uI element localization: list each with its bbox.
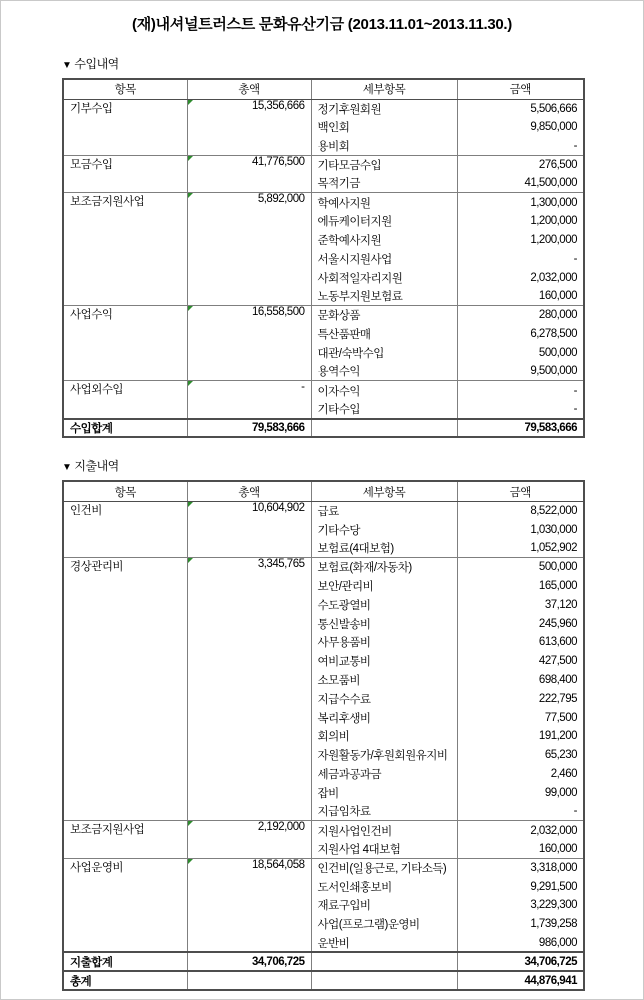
header-amount: 금액	[457, 481, 584, 501]
amount-cell: 500,000	[457, 343, 584, 362]
amount-cell: -	[457, 249, 584, 268]
amount-cell: 3,229,300	[457, 896, 584, 915]
detail-cell: 특산품판매	[311, 325, 457, 344]
summary-total-cell: 34,706,725	[187, 952, 311, 971]
header-detail: 세부항목	[311, 481, 457, 501]
detail-cell: 지원사업 4대보험	[311, 840, 457, 859]
detail-cell: 준학예사지원	[311, 231, 457, 250]
total-cell: 10,604,902	[187, 501, 311, 557]
table-row	[63, 821, 584, 840]
detail-cell: 학예사지원	[311, 193, 457, 212]
total-cell: 3,345,765	[187, 558, 311, 821]
triangle-down-icon: ▼	[62, 60, 72, 71]
green-corner-marker-icon	[188, 558, 193, 563]
header-detail: 세부항목	[311, 79, 457, 99]
summary-row	[63, 971, 584, 990]
detail-cell: 용비회	[311, 137, 457, 156]
detail-cell: 급료	[311, 501, 457, 520]
income-header-row	[63, 79, 584, 99]
expense-table	[62, 480, 585, 991]
amount-cell: 9,291,500	[457, 877, 584, 896]
detail-cell: 노동부지원보험료	[311, 287, 457, 306]
amount-cell: 165,000	[457, 577, 584, 596]
detail-cell: 지급임차료	[311, 802, 457, 821]
amount-cell: 1,200,000	[457, 231, 584, 250]
detail-cell: 도서인쇄홍보비	[311, 877, 457, 896]
amount-cell: 160,000	[457, 287, 584, 306]
summary-detail-cell	[311, 952, 457, 971]
table-row	[63, 858, 584, 877]
detail-cell: 여비교통비	[311, 652, 457, 671]
detail-cell: 서울시지원사업	[311, 249, 457, 268]
detail-cell: 백인회	[311, 118, 457, 137]
amount-cell: 1,200,000	[457, 212, 584, 231]
total-cell: 41,776,500	[187, 155, 311, 193]
amount-cell: -	[457, 137, 584, 156]
expense-table-body	[63, 501, 584, 990]
summary-detail-cell	[311, 419, 457, 438]
detail-cell: 대관/숙박수입	[311, 343, 457, 362]
detail-cell: 운반비	[311, 934, 457, 953]
green-corner-marker-icon	[188, 502, 193, 507]
green-corner-marker-icon	[188, 381, 193, 386]
detail-cell: 문화상품	[311, 306, 457, 325]
amount-cell: 2,032,000	[457, 821, 584, 840]
expense-section	[62, 459, 643, 991]
detail-cell: 사회적일자리지원	[311, 268, 457, 287]
amount-cell: 2,460	[457, 765, 584, 784]
amount-cell: 3,318,000	[457, 858, 584, 877]
amount-cell: 1,739,258	[457, 915, 584, 934]
detail-cell: 용역수익	[311, 362, 457, 381]
income-table	[62, 78, 585, 438]
detail-cell: 사무용품비	[311, 633, 457, 652]
total-cell: -	[187, 381, 311, 419]
green-corner-marker-icon	[188, 193, 193, 198]
detail-cell: 잡비	[311, 783, 457, 802]
category-cell: 사업운영비	[63, 858, 187, 952]
amount-cell: 2,032,000	[457, 268, 584, 287]
total-cell: 5,892,000	[187, 193, 311, 306]
detail-cell: 통신발송비	[311, 614, 457, 633]
green-corner-marker-icon	[188, 859, 193, 864]
detail-cell: 기타수당	[311, 520, 457, 539]
detail-cell: 정기후원회원	[311, 99, 457, 118]
total-cell: 2,192,000	[187, 821, 311, 859]
amount-cell: 986,000	[457, 934, 584, 953]
category-cell: 모금수입	[63, 155, 187, 193]
amount-cell: 65,230	[457, 746, 584, 765]
amount-cell: 9,500,000	[457, 362, 584, 381]
summary-detail-cell	[311, 971, 457, 990]
detail-cell: 재료구입비	[311, 896, 457, 915]
total-cell: 16,558,500	[187, 306, 311, 381]
total-cell: 15,356,666	[187, 99, 311, 155]
detail-cell: 사업(프로그램)운영비	[311, 915, 457, 934]
amount-cell: 9,850,000	[457, 118, 584, 137]
green-corner-marker-icon	[188, 156, 193, 161]
detail-cell: 복리후생비	[311, 708, 457, 727]
summary-category-cell: 총계	[63, 971, 187, 990]
amount-cell: 1,030,000	[457, 520, 584, 539]
detail-cell: 보안/관리비	[311, 577, 457, 596]
category-cell: 사업수익	[63, 306, 187, 381]
amount-cell: 99,000	[457, 783, 584, 802]
total-cell: 18,564,058	[187, 858, 311, 952]
income-section-label	[62, 57, 643, 73]
detail-cell: 목적기금	[311, 174, 457, 193]
amount-cell: 6,278,500	[457, 325, 584, 344]
amount-cell: 1,052,902	[457, 539, 584, 558]
amount-cell: 613,600	[457, 633, 584, 652]
detail-cell: 자원활동가/후원회원유지비	[311, 746, 457, 765]
table-row	[63, 501, 584, 520]
amount-cell: 5,506,666	[457, 99, 584, 118]
category-cell: 기부수입	[63, 99, 187, 155]
amount-cell: 191,200	[457, 727, 584, 746]
header-total: 총액	[187, 79, 311, 99]
green-corner-marker-icon	[188, 100, 193, 105]
amount-cell: 160,000	[457, 840, 584, 859]
summary-total-cell: 79,583,666	[187, 419, 311, 438]
amount-cell: 8,522,000	[457, 501, 584, 520]
green-corner-marker-icon	[188, 306, 193, 311]
summary-category-cell: 지출합계	[63, 952, 187, 971]
summary-amount-cell: 34,706,725	[457, 952, 584, 971]
summary-total-cell	[187, 971, 311, 990]
triangle-down-icon: ▼	[62, 462, 72, 474]
green-corner-marker-icon	[188, 821, 193, 826]
amount-cell: 245,960	[457, 614, 584, 633]
amount-cell: 41,500,000	[457, 174, 584, 193]
page-title: (재)내셔널트러스트 문화유산기금 (2013.11.01~2013.11.30.)	[132, 16, 512, 33]
expense-header-row	[63, 481, 584, 501]
detail-cell: 이자수익	[311, 381, 457, 400]
detail-cell: 지원사업인건비	[311, 821, 457, 840]
category-cell: 경상관리비	[63, 558, 187, 821]
income-section-label-text: 수입내역	[74, 57, 119, 71]
amount-cell: 427,500	[457, 652, 584, 671]
header-category: 항목	[63, 481, 187, 501]
header-total: 총액	[187, 481, 311, 501]
income-section	[62, 57, 643, 438]
amount-cell: -	[457, 802, 584, 821]
summary-row	[63, 952, 584, 971]
summary-amount-cell: 44,876,941	[457, 971, 584, 990]
category-cell: 보조금지원사업	[63, 821, 187, 859]
income-table-body	[63, 99, 584, 437]
category-cell: 보조금지원사업	[63, 193, 187, 306]
detail-cell: 지급수수료	[311, 689, 457, 708]
summary-category-cell: 수입합계	[63, 419, 187, 438]
category-cell: 사업외수입	[63, 381, 187, 419]
summary-row	[63, 419, 584, 438]
table-row	[63, 306, 584, 325]
amount-cell: 37,120	[457, 595, 584, 614]
amount-cell: 77,500	[457, 708, 584, 727]
table-row	[63, 558, 584, 577]
detail-cell: 수도광열비	[311, 595, 457, 614]
table-row	[63, 193, 584, 212]
detail-cell: 기타수입	[311, 400, 457, 419]
amount-cell: 698,400	[457, 671, 584, 690]
detail-cell: 인건비(일용근로, 기타소득)	[311, 858, 457, 877]
detail-cell: 회의비	[311, 727, 457, 746]
header-category: 항목	[63, 79, 187, 99]
expense-section-label	[62, 459, 643, 475]
amount-cell: -	[457, 400, 584, 419]
table-row	[63, 155, 584, 174]
amount-cell: -	[457, 381, 584, 400]
amount-cell: 1,300,000	[457, 193, 584, 212]
detail-cell: 보험료(화재/자동차)	[311, 558, 457, 577]
amount-cell: 276,500	[457, 155, 584, 174]
detail-cell: 보험료(4대보험)	[311, 539, 457, 558]
detail-cell: 기타모금수입	[311, 155, 457, 174]
detail-cell: 에듀케이터지원	[311, 212, 457, 231]
amount-cell: 222,795	[457, 689, 584, 708]
table-row	[63, 381, 584, 400]
table-row	[63, 99, 584, 118]
detail-cell: 소모품비	[311, 671, 457, 690]
category-cell: 인건비	[63, 501, 187, 557]
detail-cell: 세금과공과금	[311, 765, 457, 784]
expense-section-label-text: 지출내역	[74, 459, 119, 474]
summary-amount-cell: 79,583,666	[457, 419, 584, 438]
header-amount: 금액	[457, 79, 584, 99]
amount-cell: 500,000	[457, 558, 584, 577]
amount-cell: 280,000	[457, 306, 584, 325]
